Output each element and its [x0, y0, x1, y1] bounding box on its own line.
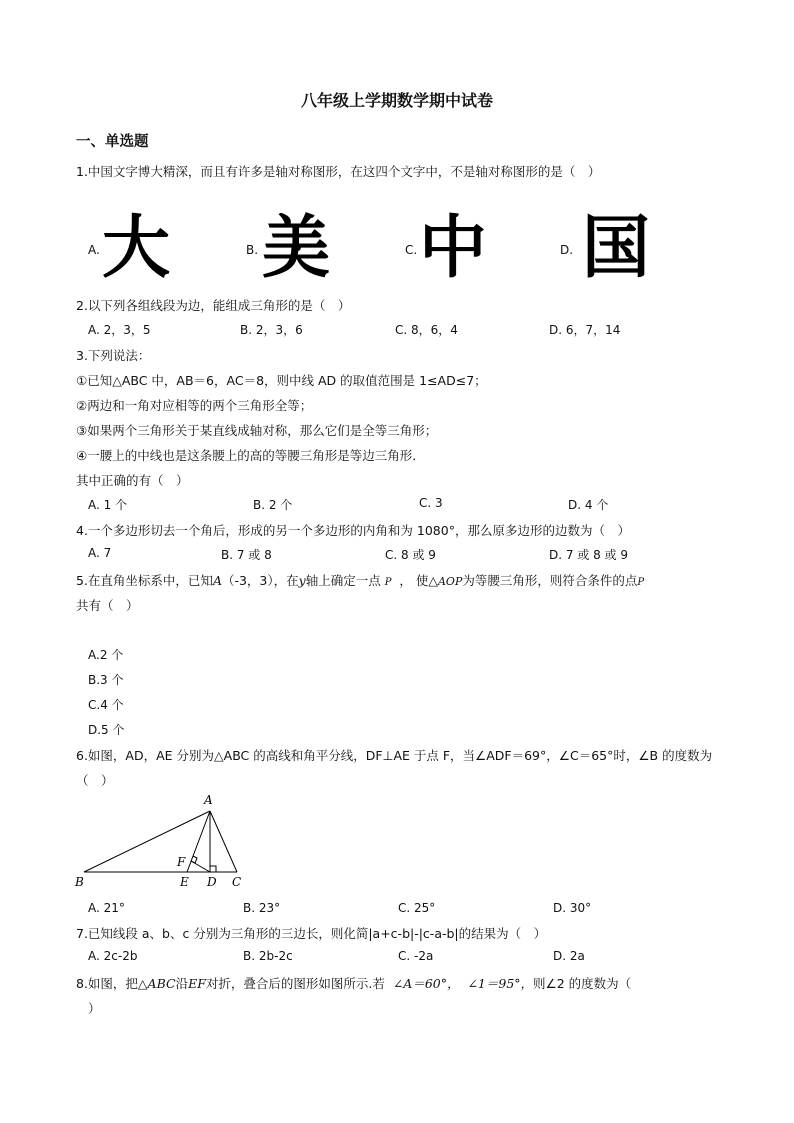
q3-statement-2: ②两边和一角对应相等的两个三角形全等；: [76, 398, 313, 413]
q5-stem-part-a: 5.在直角坐标系中，已知: [76, 573, 213, 588]
question-1-stem: 1.中国文字博大精深，而且有许多是轴对称图形，在这四个文字中，不是轴对称图形的是（ ）: [76, 164, 601, 179]
q8-stem-part-a: 8.如图，把△: [76, 976, 148, 991]
q1-option-d-char: 国: [581, 209, 650, 288]
q7-option-a: A. 2c-2b: [88, 949, 138, 963]
q1-option-a-image: [101, 209, 171, 288]
q8-var-ef: EF: [188, 976, 206, 991]
q5-stem-part-c: 轴上确定一点: [305, 573, 381, 588]
label-f: F: [177, 855, 186, 869]
q2-option-c: C. 8，6，4: [395, 323, 458, 337]
q1-option-c-char: 中: [418, 209, 487, 288]
q6-option-c: C. 25°: [398, 901, 436, 915]
q5-var-aop: AOP: [437, 575, 463, 588]
q5-stem-line-2: 共有（ ）: [76, 598, 139, 613]
q1-option-a-label: A.: [88, 243, 100, 257]
q5-var-p2: P: [637, 577, 645, 588]
q8-stem-part-d: 则∠2 的度数为（: [533, 976, 632, 991]
label-c: C: [232, 875, 242, 889]
label-d: D: [207, 875, 217, 889]
q3-ask: 其中正确的有（ ）: [76, 473, 189, 488]
q3-statement-4: ④一腰上的中线也是这条腰上的高的等腰三角形是等边三角形．: [76, 448, 425, 463]
q6-stem-line-2: （ ）: [76, 773, 114, 788]
q3-statement-3: ③如果两个三角形关于某直线成轴对称，那么它们是全等三角形；: [76, 423, 438, 438]
question-5-stem: [76, 571, 644, 589]
q8-var-abc: ABC: [147, 976, 176, 991]
q4-option-b: B. 7 或 8: [221, 548, 272, 562]
q2-option-d: D. 6，7，14: [549, 323, 621, 337]
q7-option-c: C. -2a: [398, 949, 434, 963]
right-angle-mark-d: [210, 866, 216, 872]
q1-option-d-label: D.: [560, 243, 574, 257]
q7-option-b: B. 2b-2c: [243, 949, 293, 963]
section-heading: 一、单选题: [76, 134, 149, 150]
q5-stem-part-b: （-3，3），在: [221, 573, 299, 588]
label-b: B: [75, 875, 84, 889]
question-6-stem: 6.如图，AD，AE 分别为△ABC 的高线和角平分线，DF⊥AE 于点 F，当∠ADF＝69°，∠C＝65°时，∠B 的度数为: [76, 748, 713, 763]
label-e: E: [180, 875, 189, 889]
q5-var-y: y: [298, 573, 306, 588]
q1-option-b-label: B.: [246, 243, 259, 257]
q5-stem-part-d: ， 使△: [399, 573, 438, 588]
q6-option-a: A. 21°: [88, 901, 125, 915]
q8-condition-2: ∠1＝95°，: [467, 976, 534, 991]
q4-option-c: C. 8 或 9: [385, 548, 436, 562]
question-7-stem: 7.已知线段 a、b、c 分别为三角形的三边长，则化简|a+c-b|-|c-a-b|的结果为（ ）: [76, 926, 547, 941]
q5-option-c: C.4 个: [88, 698, 124, 712]
question-2-stem: 2.以下列各组线段为边，能组成三角形的是（ ）: [76, 298, 351, 313]
q1-option-c-image: [418, 209, 488, 288]
q8-condition-1: ∠A＝60°，: [392, 976, 460, 991]
q1-option-d-image: [581, 209, 651, 288]
q3-option-a: A. 1 个: [88, 498, 128, 512]
q5-option-d: D.5 个: [88, 723, 125, 737]
q4-option-d: D. 7 或 8 或 9: [549, 548, 629, 562]
q5-var-p: P: [384, 577, 392, 588]
q8-stem-line-2: ）: [88, 1001, 101, 1016]
q3-option-b: B. 2 个: [253, 498, 293, 512]
q1-option-b-image: [261, 209, 331, 288]
q6-option-d: D. 30°: [553, 901, 592, 915]
q2-option-b: B. 2，3，6: [240, 323, 303, 337]
q7-option-d: D. 2a: [553, 949, 585, 963]
q8-stem-part-b: 沿: [175, 976, 189, 991]
question-8-stem: [76, 974, 631, 992]
q3-option-d: D. 4 个: [568, 498, 609, 512]
label-a: A: [204, 793, 213, 807]
question-4-stem: 4.一个多边形切去一个角后，形成的另一个多边形的内角和为 1080°，那么原多边形的边数为（ ）: [76, 523, 630, 538]
q2-option-a: A. 2，3，5: [88, 323, 151, 337]
q8-stem-part-c: 对折，叠合后的图形如图所示.若: [205, 976, 385, 991]
q4-option-a: A. 7: [88, 546, 112, 560]
q6-option-b: B. 23°: [243, 901, 281, 915]
question-3-stem: 3.下列说法：: [76, 348, 151, 363]
page-title: 八年级上学期数学期中试卷: [300, 91, 493, 110]
q1-option-c-label: C.: [405, 243, 418, 257]
q3-option-c: C. 3: [419, 496, 443, 510]
q3-statement-1: ①已知△ABC 中，AB＝6，AC＝8，则中线 AD 的取值范围是 1≤AD≤7；: [76, 373, 487, 388]
q5-stem-part-e: 为等腰三角形，则符合条件的点: [462, 573, 638, 588]
q5-option-b: B.3 个: [88, 673, 124, 687]
segment-ba: [84, 811, 210, 872]
segment-ac: [210, 811, 237, 872]
q6-triangle-figure: [70, 790, 255, 895]
q5-var-a: A: [212, 573, 222, 588]
q5-option-a: A.2 个: [88, 648, 124, 662]
q1-option-a-char: 大: [101, 209, 170, 288]
q1-option-b-char: 美: [261, 209, 330, 288]
